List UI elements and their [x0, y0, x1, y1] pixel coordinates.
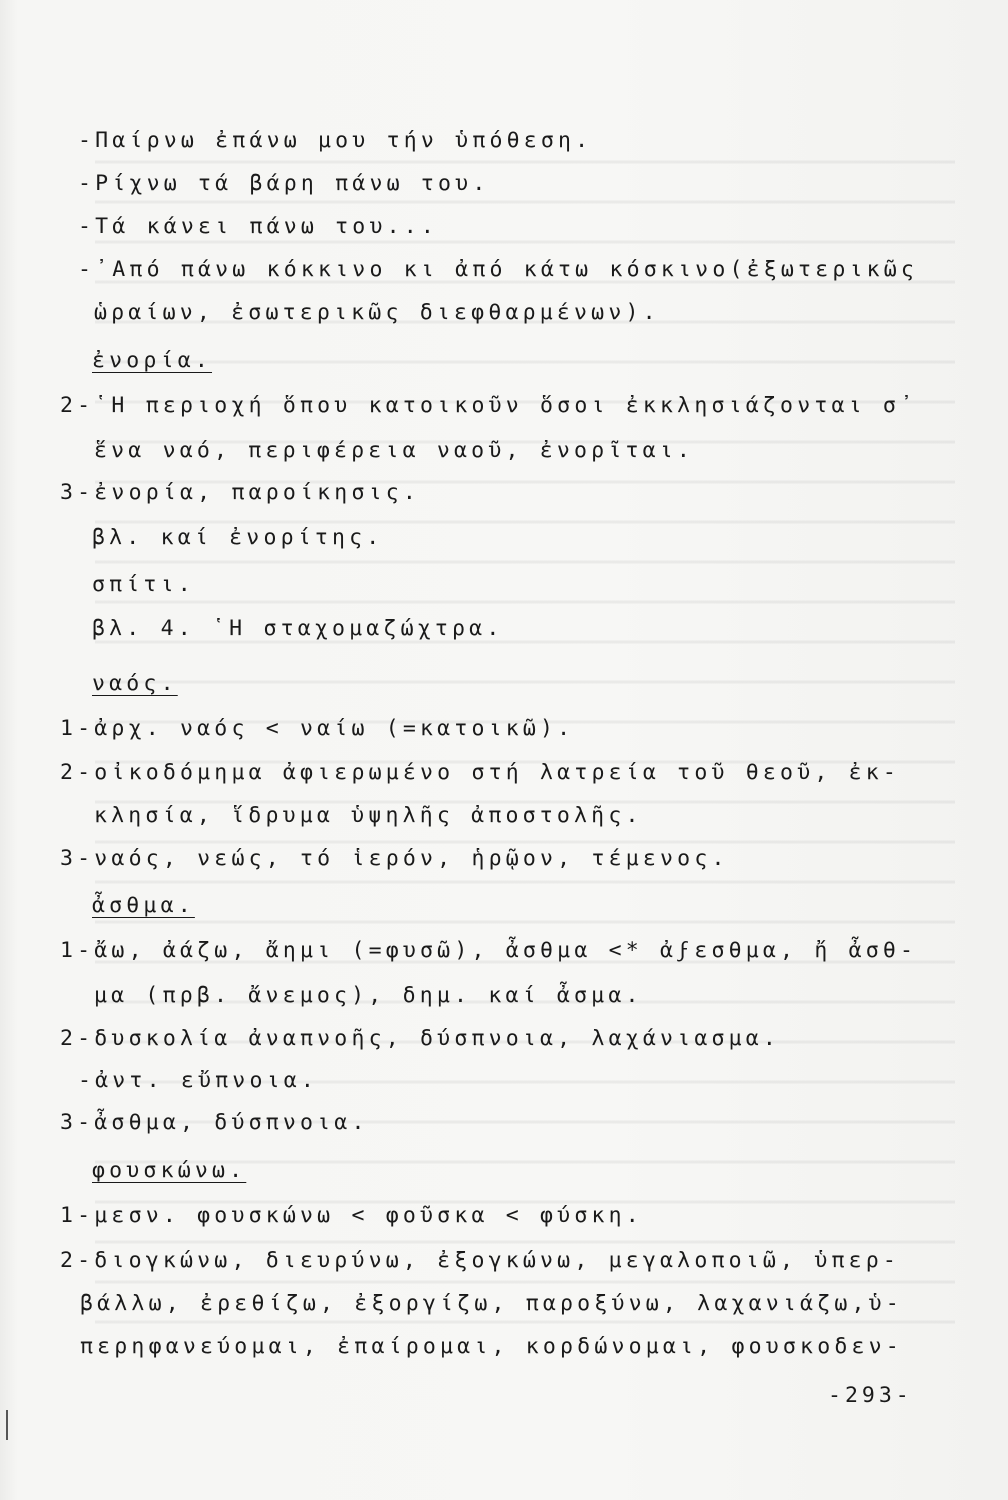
- text-line: 2-οἰκοδόμημα ἀφιερωμένο στή λατρεία τοῦ θεοῦ, ἐκ-: [60, 760, 901, 785]
- text-line: 2-δυσκολία ἀναπνοῆς, δύσπνοια, λαχάνιασμα.: [60, 1026, 781, 1051]
- text-line: κλησία, ἵδρυμα ὑψηλῆς ἀποστολῆς.: [94, 803, 643, 828]
- edge-mark: [6, 1410, 8, 1440]
- section-heading: ναός.: [92, 671, 178, 696]
- text-line: -Τά κάνει πάνω του...: [78, 214, 439, 239]
- text-line: 1-μεσν. φουσκώνω < φοῦσκα < φύσκη.: [60, 1203, 643, 1228]
- section-heading: φουσκώνω.: [92, 1158, 247, 1183]
- text-line: 2-῾Η περιοχή ὅπου κατοικοῦν ὅσοι ἐκκλησιάζονται σ᾿: [60, 393, 918, 418]
- text-line: βλ. 4. ῾Η σταχομαζώχτρα.: [92, 616, 504, 641]
- text-line: 2-διογκώνω, διευρύνω, ἐξογκώνω, μεγαλοποιῶ, ὑπερ-: [60, 1248, 901, 1273]
- text-line: ἕνα ναό, περιφέρεια ναοῦ, ἐνορῖται.: [94, 438, 695, 463]
- text-line: 1-ἀρχ. ναός < ναίω (=κατοικῶ).: [60, 716, 575, 741]
- text-line: 3-ναός, νεώς, τό ἱερόν, ἡρῷον, τέμενος.: [60, 846, 729, 871]
- page-number: -293-: [828, 1383, 913, 1408]
- text-line: 3-ἆσθμα, δύσπνοια.: [60, 1110, 369, 1135]
- text-line: βλ. καί ἐνορίτης.: [92, 525, 384, 550]
- text-line: -᾿Από πάνω κόκκινο κι ἀπό κάτω κόσκινο(ἐξωτερικῶς: [78, 257, 919, 282]
- section-heading: ἐνορία.: [92, 348, 213, 373]
- text-line: -ἀντ. εὔπνοια.: [78, 1068, 319, 1093]
- section-heading: ἆσθμα.: [92, 893, 195, 918]
- text-line: -Παίρνω ἐπάνω μου τήν ὑπόθεση.: [78, 128, 593, 153]
- text-line: -Ρίχνω τά βάρη πάνω του.: [78, 171, 490, 196]
- text-line: μα (πρβ. ἄνεμος), δημ. καί ἆσμα.: [94, 983, 643, 1008]
- text-line: 1-ἄω, ἀάζω, ἄημι (=φυσῶ), ἆσθμα <* ἀϝεσθμα, ἤ ἆσθ-: [60, 938, 918, 963]
- text-line: περηφανεύομαι, ἐπαίρομαι, κορδώνομαι, φουσκοδεν-: [80, 1334, 903, 1359]
- text-line: ὡραίων, ἐσωτερικῶς διεφθαρμένων).: [94, 300, 660, 325]
- text-line: βάλλω, ἐρεθίζω, ἐξοργίζω, παροξύνω, λαχανιάζω,ὑ-: [80, 1291, 903, 1316]
- text-line: 3-ἐνορία, παροίκησις.: [60, 480, 421, 505]
- section-heading: σπίτι.: [92, 572, 195, 597]
